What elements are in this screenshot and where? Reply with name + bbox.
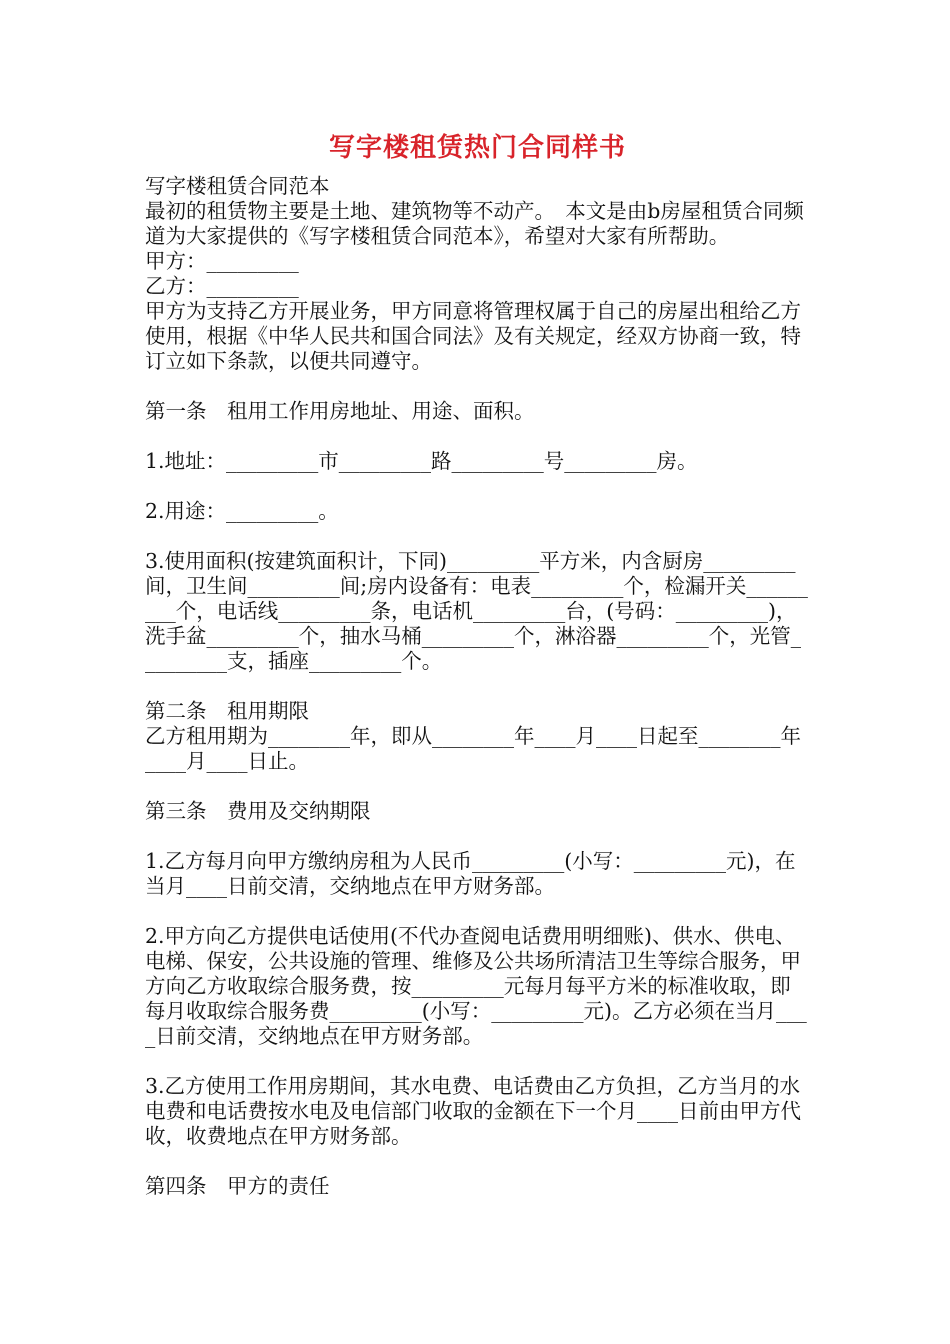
article-1-item-1: 1.地址：_________市_________路_________号_________房。 — [145, 449, 698, 473]
preamble-paragraph: 甲方为支持乙方开展业务，甲方同意将管理权属于自己的房屋出租给乙方使用，根据《中华人民共和国合同法》及有关规定，经双方协商一致，特订立如下条款，以便共同遵守。 — [145, 299, 801, 373]
article-1-heading: 第一条 租用工作用房地址、用途、面积。 — [145, 399, 535, 423]
article-4-heading: 第四条 甲方的责任 — [145, 1174, 330, 1198]
article-3-item-1: 1.乙方每月向甲方缴纳房租为人民币_________(小写：_________元)，在当月____日前交清，交纳地点在甲方财务部。 — [145, 849, 796, 898]
party-b-line: 乙方：_________ — [145, 274, 299, 298]
article-3-item-3: 3.乙方使用工作用房期间，其水电费、电话费由乙方负担，乙方当月的水电费和电话费按水电及电信部门收取的金额在下一个月____日前由甲方代收，收费地点在甲方财务部。 — [145, 1074, 801, 1148]
subtitle-line: 写字楼租赁合同范本 — [145, 174, 330, 198]
party-a-line: 甲方：_________ — [145, 249, 299, 273]
intro-paragraph: 最初的租赁物主要是土地、建筑物等不动产。 本文是由b房屋租赁合同频道为大家提供的《写字楼租赁合同范本》，希望对大家有所帮助。 — [145, 199, 804, 248]
document-title: 写字楼租赁热门合同样书 — [328, 133, 626, 163]
article-1-item-3: 3.使用面积(按建筑面积计，下同)_________平方米，内含厨房_________间，卫生间_________间;房内设备有：电表_________个，检漏开关_________个，电话线_________条，电话机_________台，(号码：_________)，洗手盆_________个，抽水马桶_________个，淋浴器_________个，光管_________支，插座_________个。 — [145, 549, 808, 673]
article-3-heading: 第三条 费用及交纳期限 — [145, 799, 371, 823]
article-3-item-2: 2.甲方向乙方提供电话使用(不代办查阅电话费用明细账)、供水、供电、电梯、保安，公共设施的管理、维修及公共场所清洁卫生等综合服务，甲方向乙方收取综合服务费，按_________元每月每平方米的标准收取，即每月收取综合服务费_________(小写：_________元)。乙方必须在当月____日前交清，交纳地点在甲方财务部。 — [145, 924, 807, 1048]
document-body — [145, 128, 810, 1199]
article-2-heading: 第二条 租用期限 — [145, 699, 309, 723]
article-2-body: 乙方租用期为________年，即从________年____月____日起至________年____月____日止。 — [145, 724, 801, 773]
article-1-item-2: 2.用途：_________。 — [145, 499, 339, 523]
